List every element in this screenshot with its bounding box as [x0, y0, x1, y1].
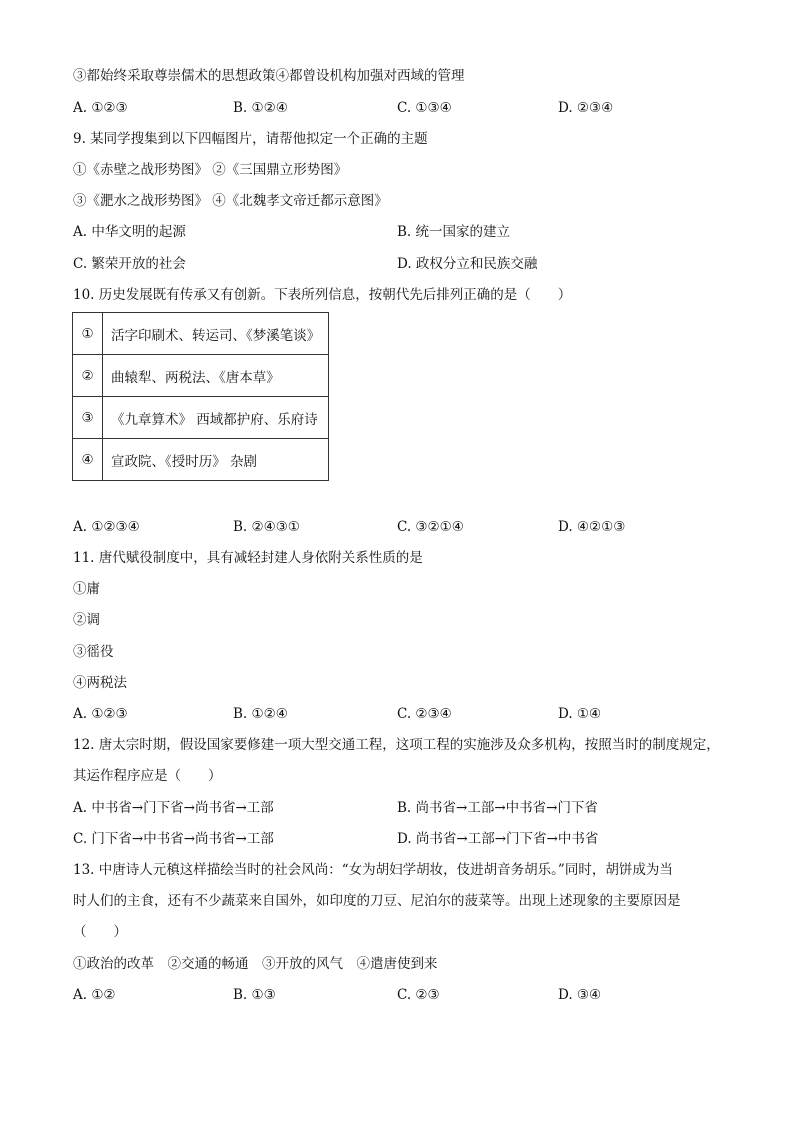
q11-item: ①庸 — [73, 581, 100, 597]
row-text: 《九章算术》 西域都护府、乐府诗 — [103, 397, 329, 439]
q12-option-c: C. 门下省→中书省→尚书省→工部 — [73, 831, 274, 847]
q8-option-d: D. ②③④ — [558, 100, 614, 116]
q8-statement: ③都始终采取尊崇儒术的思想政策④都曾设机构加强对西域的管理 — [73, 68, 465, 84]
q12-stem-line-1: 12. 唐太宗时期，假设国家要修建一项大型交通工程，这项工程的实施涉及众多机构，按照当时的制度规定， — [73, 737, 720, 753]
q10-info-table — [72, 312, 329, 481]
q13-items: ①政治的改革 ②交通的畅通 ③开放的风气 ④遣唐使到来 — [73, 956, 438, 972]
row-number: ② — [73, 355, 103, 397]
q8-option-b: B. ①②④ — [233, 100, 288, 116]
q12-option-a: A. 中书省→门下省→尚书省→工部 — [73, 800, 274, 816]
table-row — [73, 397, 329, 439]
q9-images-line-2: ③《淝水之战形势图》 ④《北魏孝文帝迁都示意图》 — [73, 193, 388, 209]
q11-item: ③徭役 — [73, 644, 114, 660]
row-number: ③ — [73, 397, 103, 439]
row-text: 活字印刷术、转运司、《梦溪笔谈》 — [103, 313, 329, 355]
q9-stem: 9. 某同学搜集到以下四幅图片，请帮他拟定一个正确的主题 — [73, 131, 428, 147]
row-text: 宣政院、《授时历》 杂剧 — [103, 439, 329, 481]
q13-option-d: D. ③④ — [558, 987, 602, 1003]
q10-stem: 10. 历史发展既有传承又有创新。下表所列信息，按朝代先后排列正确的是（ ） — [73, 287, 572, 303]
q11-stem: 11. 唐代赋役制度中，具有减轻封建人身依附关系性质的是 — [73, 550, 423, 566]
q12-option-d: D. 尚书省→工部→门下省→中书省 — [397, 831, 599, 847]
q9-option-d: D. 政权分立和民族交融 — [397, 256, 538, 272]
q10-option-b: B. ②④③① — [233, 519, 300, 535]
q13-stem-line-3: （ ） — [73, 924, 127, 940]
q11-item: ②调 — [73, 612, 100, 628]
q11-option-c: C. ②③④ — [397, 706, 452, 722]
row-number: ① — [73, 313, 103, 355]
q9-option-c: C. 繁荣开放的社会 — [73, 256, 186, 272]
q13-option-c: C. ②③ — [397, 987, 440, 1003]
q9-images-line-1: ①《赤壁之战形势图》 ②《三国鼎立形势图》 — [73, 162, 348, 178]
q13-option-a: A. ①② — [73, 987, 116, 1003]
q9-option-a: A. 中华文明的起源 — [73, 224, 186, 240]
q13-stem-line-2: 时人们的主食，还有不少蔬菜来自国外，如印度的刀豆、尼泊尔的菠菜等。出现上述现象的主要原因是 — [73, 893, 681, 909]
q13-stem-line-1: 13. 中唐诗人元稹这样描绘当时的社会风尚：“女为胡妇学胡妆，伎进胡音务胡乐。”同时，胡饼成为当 — [73, 862, 673, 878]
table-row — [73, 313, 329, 355]
table-row — [73, 439, 329, 481]
q9-option-b: B. 统一国家的建立 — [397, 224, 511, 240]
q12-stem-line-2: 其运作程序应是（ ） — [73, 768, 222, 784]
q11-option-d: D. ①④ — [558, 706, 602, 722]
q11-option-b: B. ①②④ — [233, 706, 288, 722]
q12-option-b: B. 尚书省→工部→中书省→门下省 — [397, 800, 598, 816]
row-text: 曲辕犁、两税法、《唐本草》 — [103, 355, 329, 397]
q8-option-a: A. ①②③ — [73, 100, 128, 116]
q8-option-c: C. ①③④ — [397, 100, 452, 116]
q10-option-c: C. ③②①④ — [397, 519, 464, 535]
q13-option-b: B. ①③ — [233, 987, 276, 1003]
q11-option-a: A. ①②③ — [73, 706, 128, 722]
q10-option-d: D. ④②①③ — [558, 519, 626, 535]
table-row — [73, 355, 329, 397]
q10-option-a: A. ①②③④ — [73, 519, 140, 535]
row-number: ④ — [73, 439, 103, 481]
q11-item: ④两税法 — [73, 675, 127, 691]
